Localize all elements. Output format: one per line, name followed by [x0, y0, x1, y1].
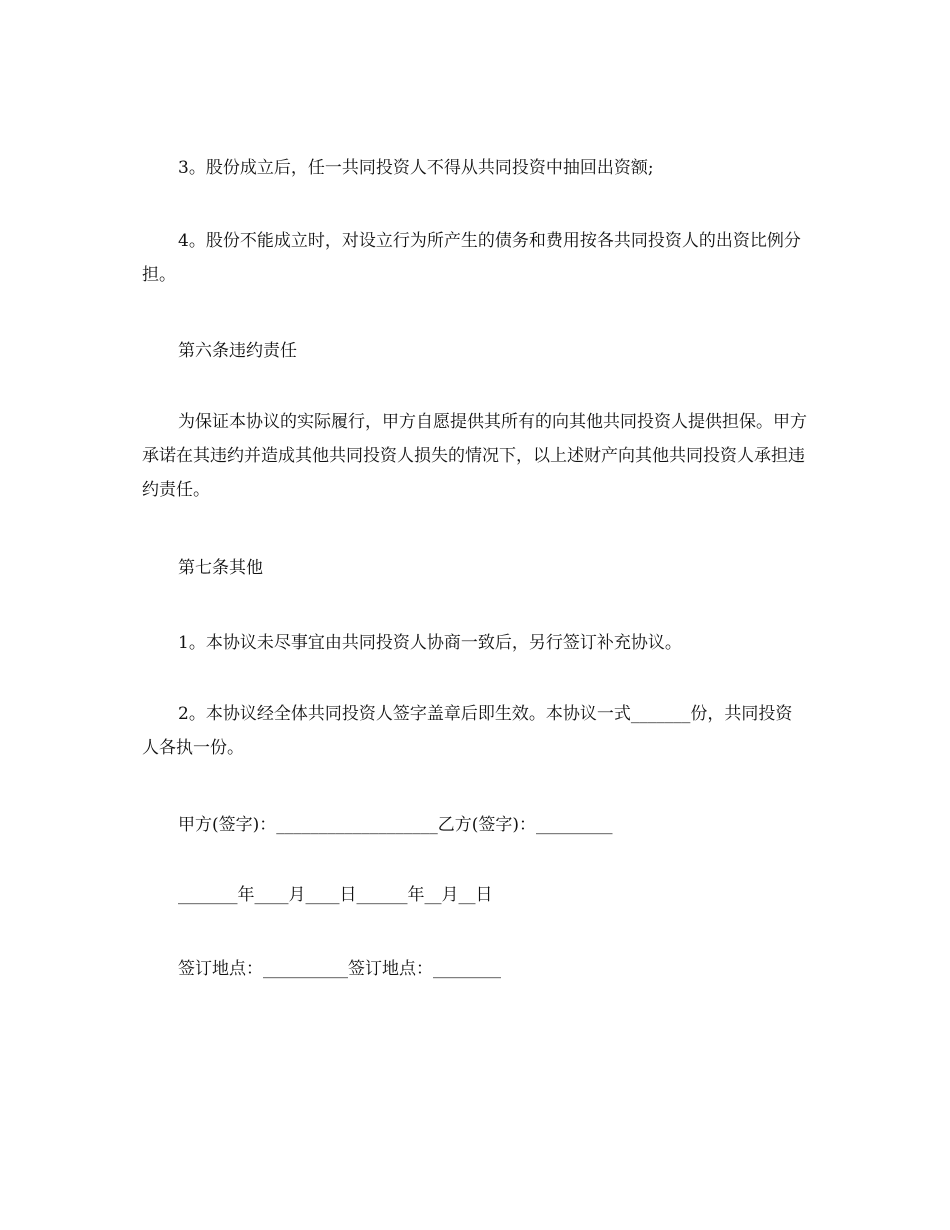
article-6-body: 为保证本协议的实际履行，甲方自愿提供其所有的向其他共同投资人提供担保。甲方承诺在其违约并造成其他共同投资人损失的情况下，以上述财产向其他共同投资人承担违约责任。: [142, 412, 807, 500]
article-7-item-2: 2。本协议经全体共同投资人签字盖章后即生效。本协议一式_______份，共同投资人各执一份。: [142, 704, 793, 758]
signature-line: 甲方(签字)：___________________乙方(签字)：_________: [178, 815, 613, 835]
article-7-heading: 第七条其他: [178, 558, 263, 578]
date-line: _______年____月____日______年__月__日: [178, 885, 493, 905]
article-6-heading: 第六条违约责任: [178, 341, 297, 361]
article-7-item-1: 1。本协议未尽事宜由共同投资人协商一致后，另行签订补充协议。: [178, 633, 682, 653]
clause-item-3: 3。股份成立后，任一共同投资人不得从共同投资中抽回出资额;: [178, 158, 654, 178]
signing-place-line: 签订地点：__________签订地点：________: [178, 959, 501, 979]
clause-item-4: 4。股份不能成立时，对设立行为所产生的债务和费用按各共同投资人的出资比例分担。: [142, 231, 801, 285]
